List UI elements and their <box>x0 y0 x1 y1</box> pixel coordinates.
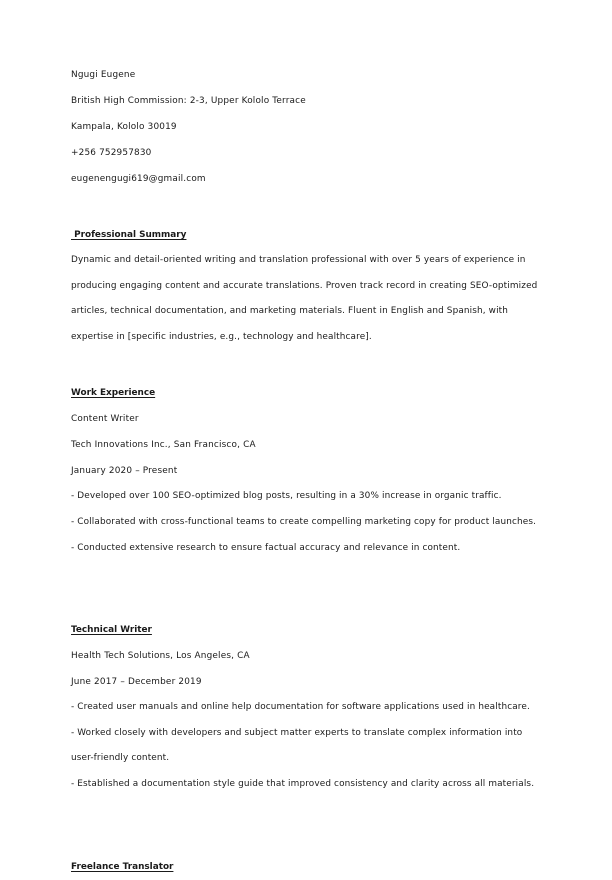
job-title-content-writer: Content Writer <box>71 414 139 425</box>
section-heading-work-experience: Work Experience <box>71 388 156 399</box>
job-bullet: - Collaborated with cross-functional teams to create compelling marketing copy for product launches. <box>71 516 537 527</box>
professional-summary-paragraph: Dynamic and detail-oriented writing and translation professional with over 5 years of experience in producing engaging content and accurate translations. Proven track record in creating SEO-optimized articles, technical documentation, and marketing materials. Fluent in English and Spanish, with expertise in [specific industries, e.g., technology and healthcare]. <box>71 255 538 342</box>
job-bullet: - Established a documentation style guide that improved consistency and clarity across all materials. <box>71 778 535 789</box>
job-title-technical-writer: Technical Writer <box>71 625 152 636</box>
job-title-row-technical-writer <box>71 614 543 643</box>
job-bullet: - Conducted extensive research to ensure factual accuracy and relevance in content. <box>71 542 461 553</box>
spacer <box>71 350 543 377</box>
job-dates-content-writer: January 2020 – Present <box>71 466 178 477</box>
spacer <box>71 192 543 219</box>
job-bullet: - Created user manuals and online help documentation for software applications used in healthcare. <box>71 702 530 713</box>
job-title-row-freelance-translator <box>71 851 543 880</box>
contact-address-line-2: Kampala, Kololo 30019 <box>71 122 177 132</box>
contact-email: eugenengugi619@gmail.com <box>71 174 206 184</box>
job-company-technical-writer: Health Tech Solutions, Los Angeles, CA <box>71 651 250 662</box>
section-heading-row-summary <box>71 219 543 248</box>
job-dates-technical-writer: June 2017 – December 2019 <box>71 677 202 688</box>
job-title-freelance-translator: Freelance Translator <box>71 861 174 872</box>
job-company-content-writer: Tech Innovations Inc., San Francisco, CA <box>71 440 256 451</box>
section-heading-professional-summary: Professional Summary <box>71 230 187 240</box>
spacer <box>71 798 543 851</box>
candidate-name: Ngugi Eugene <box>71 70 136 80</box>
contact-phone: +256 752957830 <box>71 148 152 158</box>
contact-address-line-1: British High Commission: 2-3, Upper Kololo Terrace <box>71 96 306 106</box>
spacer <box>71 561 543 614</box>
job-bullet: - Developed over 100 SEO-optimized blog posts, resulting in a 30% increase in organic traffic. <box>71 491 502 502</box>
resume-body <box>71 62 543 880</box>
section-heading-row-work-experience <box>71 377 543 406</box>
job-bullet: - Worked closely with developers and subject matter experts to translate complex information into user-friendly content. <box>71 727 523 764</box>
